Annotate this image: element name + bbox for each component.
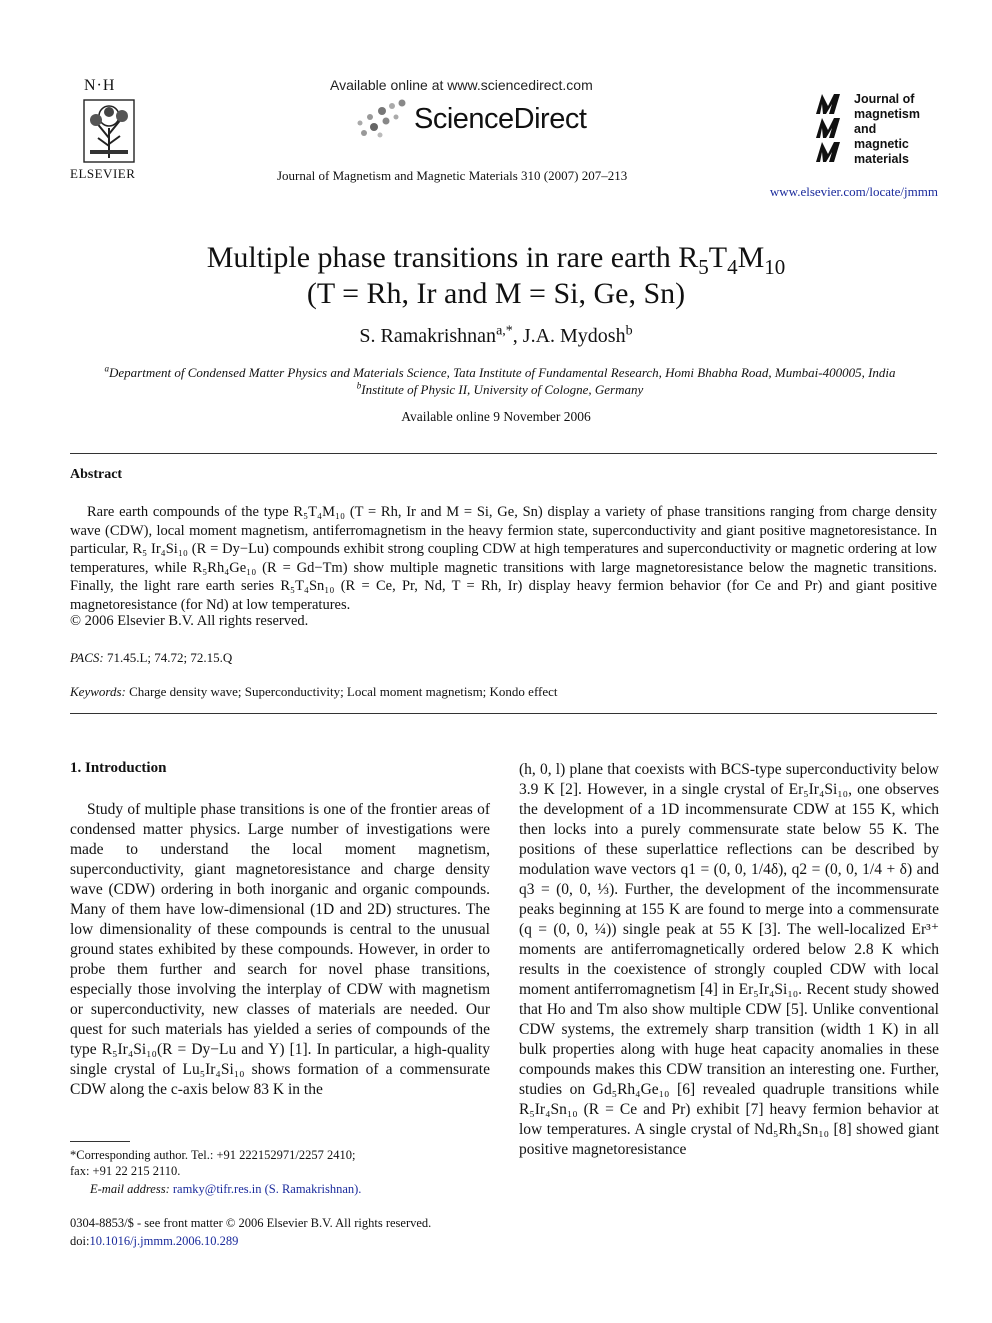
journal-logo-line: magnetic [854, 137, 909, 151]
pacs-codes: 71.45.L; 74.72; 72.15.Q [106, 650, 233, 665]
sciencedirect-dots-icon [352, 97, 412, 141]
front-matter-line: 0304-8853/$ - see front matter © 2006 Elsevier B.V. All rights reserved. [70, 1216, 432, 1230]
title-text: M [737, 241, 765, 274]
email-note [90, 1181, 510, 1197]
journal-logo-line: Journal of [854, 92, 915, 106]
pacs-line [70, 650, 232, 666]
title-subscript: 5 [698, 255, 709, 279]
abstract-heading: Abstract [70, 467, 123, 482]
keywords-label: Keywords: [70, 684, 126, 699]
title-line-1 [0, 240, 992, 279]
body-column-left: Study of multiple phase transitions is one of the frontier areas of condensed matter physics. Large number of investigations were made to understand the local moment magnetism, superconductivity, giant magnetoresistance and charge density wave (CDW) ordering in both inorganic and organic compounds. Many of them have low-dimensional (1D and 2D) structures. The low dimensionality of these compounds is central to the unusual ground states exhibited by these compounds. However, in order to probe them further and search for novel phase transitions, especially those involving the interplay of CDW with magnetism or superconductivity, new classes of materials are needed. Our quest for such materials has yielded a series of compounds of the type R₅Ir₄Si₁₀(R = Dy−Lu and Y) [1]. In particular, a high-quality single crystal of Lu₅Ir₄Si₁₀ shows formation of a commensurate CDW along the c-axis below 83 K in the [70, 801, 490, 1098]
title-text: T [708, 241, 728, 274]
sciencedirect-logo [352, 97, 602, 147]
author-separator: , [512, 325, 523, 347]
footnote-divider [70, 1141, 130, 1142]
copyright-notice: © 2006 Elsevier B.V. All rights reserved. [70, 613, 309, 629]
available-online-banner[interactable]: Available online at www.sciencedirect.com [330, 77, 593, 93]
abstract-text: Rare earth compounds of the type R₅T₄M₁₀ (T = Rh, Ir and M = Si, Ge, Sn) display a variety of phase transitions ranging from charge density wave (CDW), local moment magnetism, antiferromagnetism in the heavy fermion state, superconductivity and giant positive magnetoresistance. In particular, R₅ Ir₄Si₁₀ (R = Dy−Lu) compounds exhibit strong coupling CDW at high temperatures and superconductivity or magnetic ordering at low temperatures, while R₅Rh₄Ge₁₀ (R = Gd−Tm) show multiple magnetic transitions with large magnetoresistance below the magnetic transitions. Finally, the light rare earth series R₅T₄Sn₁₀ (R = Ce, Pr, Nd, T = Rh, Ir) display heavy fermion behavior (for Ce and Pr) and giant positive magnetoresistance (for Nd) at low temperatures. [70, 504, 937, 613]
title-line-2: (T = Rh, Ir and M = Si, Ge, Sn) [306, 277, 686, 310]
doi-line [70, 1234, 238, 1249]
jmm-m-icon [814, 92, 852, 166]
author-affil-mark: a,* [496, 323, 513, 339]
journal-url-link[interactable]: www.elsevier.com/locate/jmmm [769, 184, 938, 199]
affiliation-mark: a [104, 363, 110, 374]
affiliation-text: Department of Condensed Matter Physics and Materials Science, Tata Institute of Fundamental Research, Homi Bhabha Road, Mumbai-400005, India [109, 365, 896, 380]
corresponding-author-note: *Corresponding author. Tel.: +91 222152971/2257 2410; [70, 1148, 356, 1162]
body-column-right: (h, 0, l) plane that coexists with BCS-type superconductivity below 3.9 K [2]. However, in a single crystal of Er₅Ir₄Si₁₀, one observes the development of a 1D incommensurate CDW at 155 K, which then locks into a purely commensurate state below 55 K. The positions of these superlattice reflections can be described by modulation wave vectors q1 = (0, 0, 1/4δ), q2 = (0, 0, 1/4 + δ) and q3 = (0, 0, ⅓). Further, the development of the incommensurate peaks beginning at 155 K are found to merge into a commensurate (q = (0, 0, ¼)) single peak at 55 K [3]. The well-localized Er³⁺ moments are antiferromagnetically ordered below 2.8 K which results in the coexistence of strongly coupled CDW with local moment antiferromagnetism [4] in Er₅Ir₄Si₁₀. Recent study showed that Ho and Tm also show multiple CDW [5]. Unlike conventional CDW systems, the extremely sharp transition (width 1 K) in all bulk properties along with huge heat capacity anomalies in these compounds makes this CDW transition an interesting one. Further, studies on Gd₅Rh₄Ge₁₀ [6] revealed quadruple transitions while R₅Ir₄Sn₁₀ (R = Ce and Pr) exhibit [7] heavy fermion behavior at low temperatures. A single crystal of Nd₅Rh₄Sn₁₀ [8] showed giant positive magnetoresistance [519, 761, 939, 1158]
section-heading: 1. Introduction [70, 760, 167, 776]
title-text: Multiple phase transitions in rare earth R [206, 241, 699, 274]
pacs-label: PACS: [70, 650, 104, 665]
affiliation-text: Institute of Physic II, University of Cologne, Germany [361, 382, 644, 397]
affiliation-mark: b [356, 380, 362, 391]
divider [70, 713, 937, 714]
affiliation-b [60, 382, 940, 398]
journal-logo-line: and [854, 122, 877, 136]
keywords-line [70, 684, 558, 700]
divider [70, 453, 937, 454]
keywords-list: Charge density wave; Superconductivity; Local moment magnetism; Kondo effect [129, 684, 558, 699]
author-name[interactable]: S. Ramakrishnan [359, 325, 497, 347]
journal-logo [814, 92, 944, 172]
affiliation-a [60, 365, 940, 381]
article-title [0, 240, 992, 312]
publisher-mark: N·H [84, 77, 116, 94]
author-list [0, 325, 992, 348]
sciencedirect-wordmark: ScienceDirect [414, 103, 587, 135]
title-subscript: 10 [764, 255, 786, 279]
journal-reference: Journal of Magnetism and Magnetic Materials 310 (2007) 207–213 [277, 168, 628, 183]
author-affil-mark: b [625, 323, 633, 339]
journal-logo-line: magnetism [854, 107, 920, 121]
doi-label: doi: [70, 1234, 90, 1248]
email-link[interactable]: ramky@tifr.res.in (S. Ramakrishnan). [172, 1182, 362, 1196]
journal-logo-line: materials [854, 152, 909, 166]
title-subscript: 4 [727, 255, 738, 279]
author-name[interactable]: J.A. Mydosh [522, 325, 626, 347]
publisher-name: ELSEVIER [70, 166, 136, 181]
email-label: E-mail address: [90, 1182, 170, 1196]
journal-logo-text [854, 92, 920, 167]
fax-note: fax: +91 22 215 2110. [70, 1164, 181, 1178]
elsevier-tree-logo [78, 98, 140, 164]
doi-link[interactable]: 10.1016/j.jmmm.2006.10.289 [89, 1234, 239, 1248]
available-online-date: Available online 9 November 2006 [401, 409, 591, 424]
